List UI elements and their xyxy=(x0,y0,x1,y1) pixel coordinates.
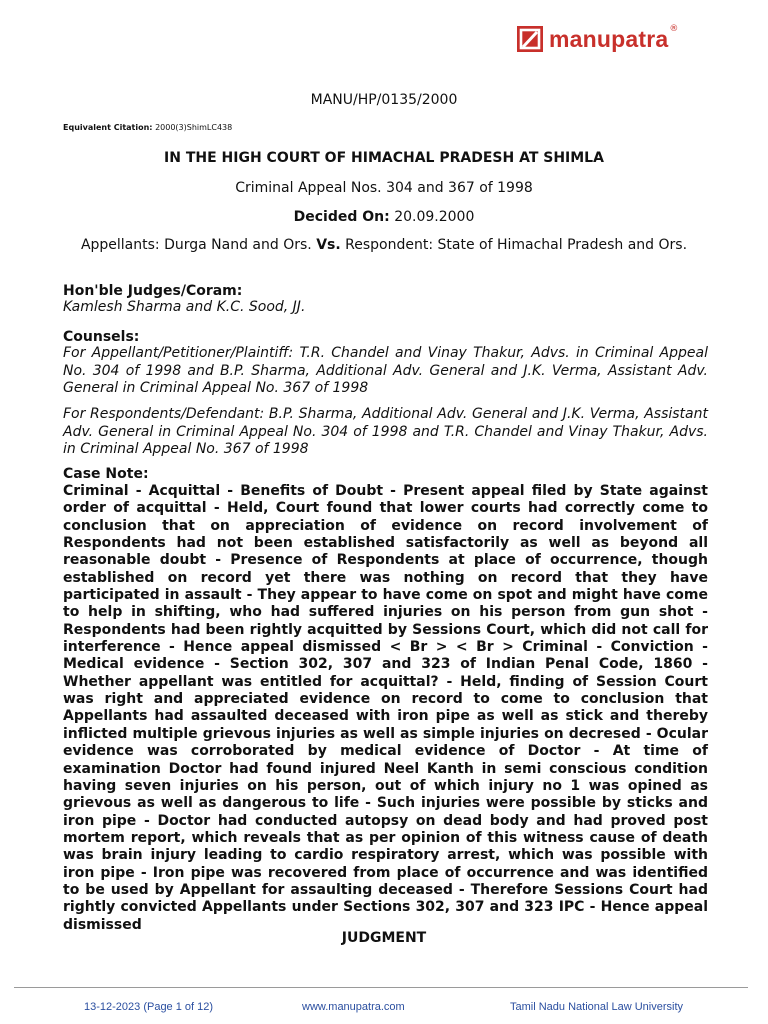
footer-institution: Tamil Nadu National Law University xyxy=(510,1001,684,1013)
respondent: Respondent: State of Himachal Pradesh and Ors. xyxy=(345,237,688,253)
manupatra-logo xyxy=(517,22,678,56)
footer-date-page: 13-12-2023 (Page 1 of 12) xyxy=(84,1001,214,1013)
counsel-respondent: For Respondents/Defendant: B.P. Sharma, Additional Adv. General and J.K. Verma, Assistant Adv. General in Criminal Appeal No. 304 of 1998 and T.R. Chandel and Vinay Thakur, Advs. in Criminal Appeal No. 367 of 1998 xyxy=(63,406,708,457)
case-note-heading: Case Note: xyxy=(63,466,149,482)
footer-divider xyxy=(14,987,748,988)
judgment-heading: JUDGMENT xyxy=(341,930,427,946)
court-name: IN THE HIGH COURT OF HIMACHAL PRADESH AT SHIMLA xyxy=(164,150,604,166)
decided-date: 20.09.2000 xyxy=(394,209,475,225)
equivalent-citation-value: 2000(3)ShimLC438 xyxy=(155,123,233,132)
versus: Vs. xyxy=(316,237,341,253)
decided-label: Decided On: xyxy=(293,209,390,225)
manupatra-logo-icon xyxy=(517,26,543,52)
counsels-heading: Counsels: xyxy=(63,329,140,345)
brand-name: manupatra xyxy=(549,25,669,52)
equivalent-citation xyxy=(63,123,232,132)
registered-mark: ® xyxy=(669,24,679,34)
judges: Kamlesh Sharma and K.C. Sood, JJ. xyxy=(63,299,306,315)
appellants: Appellants: Durga Nand and Ors. xyxy=(80,237,312,253)
footer-website-link[interactable]: www.manupatra.com xyxy=(302,1001,405,1013)
counsel-appellant: For Appellant/Petitioner/Plaintiff: T.R. Chandel and Vinay Thakur, Advs. in Criminal Appeal No. 304 of 1998 and B.P. Sharma, Additional Adv. General and J.K. Verma, Assistant Adv. General in Criminal Appeal No. 367 of 1998 xyxy=(63,345,708,396)
appeal-numbers: Criminal Appeal Nos. 304 and 367 of 1998 xyxy=(235,180,533,196)
decided-on xyxy=(0,209,768,225)
citation-id: MANU/HP/0135/2000 xyxy=(310,92,458,108)
parties xyxy=(63,237,705,254)
case-note: Criminal - Acquittal - Benefits of Doubt - Present appeal filed by State against order of acquittal - Held, Court found that lower courts had correctly come to conclusion that on appreciation of evidence on record involvement of Respondents had not been established satisfactorily as well as beyond all reasonable doubt - Presence of Respondents at place of occurrence, though established on record yet there was nothing on record that they have participated in assault - They appear to have come on spot and might have come to help in shifting, who had suffered injuries on his person from gun shot - Respondents had been rightly acquitted by Sessions Court, which did not call for interference - Hence appeal dismissed < Br > < Br > Criminal - Conviction - Medical evidence - Section 302, 307 and 323 of Indian Penal Code, 1860 - Whether appellant was entitled for acquittal? - Held, finding of Session Court was right and appreciated evidence on record to come to conclusion that Appellants had assaulted deceased with iron pipe as well as stick and thereby inflicted multiple grievous injuries as well as simple injuries on decresed - Ocular evidence was corroborated by medical evidence of Doctor - At time of examination Doctor had found injured Neel Kanth in semi conscious condition having seven injuries on his person, out of which injury no 1 was opined as grievous as well as dangerous to life - Such injuries were possible by sticks and iron pipe - Doctor had conducted autopsy on dead body and had proved post mortem report, which reveals that as per opinion of this witness cause of death was brain injury leading to cardio respiratory arrest, which was possible with iron pipe - Iron pipe was recovered from place of occurrence and was identified to be used by Appellant for assaulting deceased - Therefore Sessions Court had rightly convicted Appellants under Sections 302, 307 and 323 IPC - Hence appeal dismissed xyxy=(63,483,708,933)
equivalent-citation-label: Equivalent Citation: xyxy=(63,123,153,132)
judges-heading: Hon'ble Judges/Coram: xyxy=(63,283,243,299)
